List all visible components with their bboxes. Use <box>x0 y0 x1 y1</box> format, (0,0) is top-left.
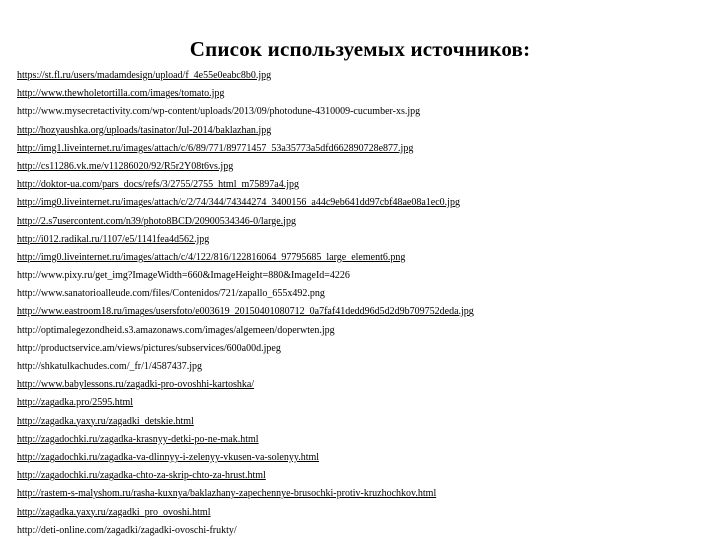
source-link[interactable]: http://2.s7usercontent.com/n39/photo8BCD/20900534346-0/large.jpg <box>17 215 296 227</box>
source-link[interactable]: http://zagadochki.ru/zagadka-chto-za-skrip-chto-za-hrust.html <box>17 470 266 482</box>
source-url-text: http://deti-online.com/zagadki/zagadki-ovoschi-frukty/ <box>17 524 237 536</box>
source-link[interactable]: http://www.thewholetortilla.com/images/tomato.jpg <box>17 88 225 100</box>
source-link[interactable]: http://img1.liveinternet.ru/images/attach/c/6/89/771/89771457_53a35773a5dfd662890728e877.jpg <box>17 142 414 154</box>
source-link[interactable]: http://img0.liveinternet.ru/images/attach/c/4/122/816/122816064_97795685_large_element6.png <box>17 251 406 263</box>
source-link[interactable]: http://zagadochki.ru/zagadka-krasnyy-detki-po-ne-mak.html <box>17 433 259 445</box>
source-link[interactable]: http://hozyaushka.org/uploads/tasinator/Jul-2014/baklazhan.jpg <box>17 124 272 136</box>
source-link[interactable]: http://i012.radikal.ru/1107/e5/1141fea4d562.jpg <box>17 233 210 245</box>
page-title: Список используемых источников: <box>189 37 531 61</box>
source-link[interactable]: http://cs11286.vk.me/v11286020/92/R5r2Y08t6vs.jpg <box>17 160 234 172</box>
source-link[interactable]: http://www.babylessons.ru/zagadki-pro-ovoshhi-kartoshka/ <box>17 379 255 391</box>
source-link[interactable]: http://zagadka.yaxy.ru/zagadki_detskie.html <box>17 415 194 427</box>
source-list <box>17 67 707 540</box>
source-link[interactable]: http://zagadka.yaxy.ru/zagadki_pro_ovoshi.html <box>17 506 211 518</box>
source-link[interactable]: http://rastem-s-malyshom.ru/rasha-kuxnya/baklazhany-zapechennye-brusochki-protiv-kruzhochkov.html <box>17 488 437 500</box>
source-url-text: http://www.mysecretactivity.com/wp-content/uploads/2013/09/photodune-4310009-cucumber-xs.jpg <box>17 106 421 118</box>
source-link[interactable]: http://zagadochki.ru/zagadka-va-dlinnyy-i-zelenyy-vkusen-va-solenyy.html <box>17 451 320 463</box>
source-url-text: http://www.sanatorioalleude.com/files/Contenidos/721/zapallo_655x492.png <box>17 288 325 300</box>
source-link[interactable]: http://www.eastroom18.ru/images/usersfoto/e003619_20150401080712_0a7faf41dedd96d5d2d9b709752deda.jpg <box>17 306 474 318</box>
source-url-text: http://productservice.am/views/pictures/subservices/600a00d.jpeg <box>17 342 281 354</box>
source-url-text: http://optimalegezondheid.s3.amazonaws.com/images/algemeen/doperwten.jpg <box>17 324 335 336</box>
source-link[interactable]: http://zagadka.pro/2595.html <box>17 397 134 409</box>
source-link[interactable]: http://doktor-ua.com/pars_docs/refs/3/2755/2755_html_m75897a4.jpg <box>17 179 299 191</box>
source-url-text: http://shkatulkachudes.com/_fr/1/4587437.jpg <box>17 361 202 372</box>
source-url-text: http://www.pixy.ru/get_img?ImageWidth=660&ImageHeight=880&ImageId=4226 <box>17 270 350 282</box>
source-link[interactable]: https://st.fl.ru/users/madamdesign/upload/f_4e55e0eabc8b0.jpg <box>17 70 272 81</box>
source-link[interactable]: http://img0.liveinternet.ru/images/attach/c/2/74/344/74344274_3400156_a44c9eb641dd97cbf48ae08a1ec0.jpg <box>17 197 460 209</box>
